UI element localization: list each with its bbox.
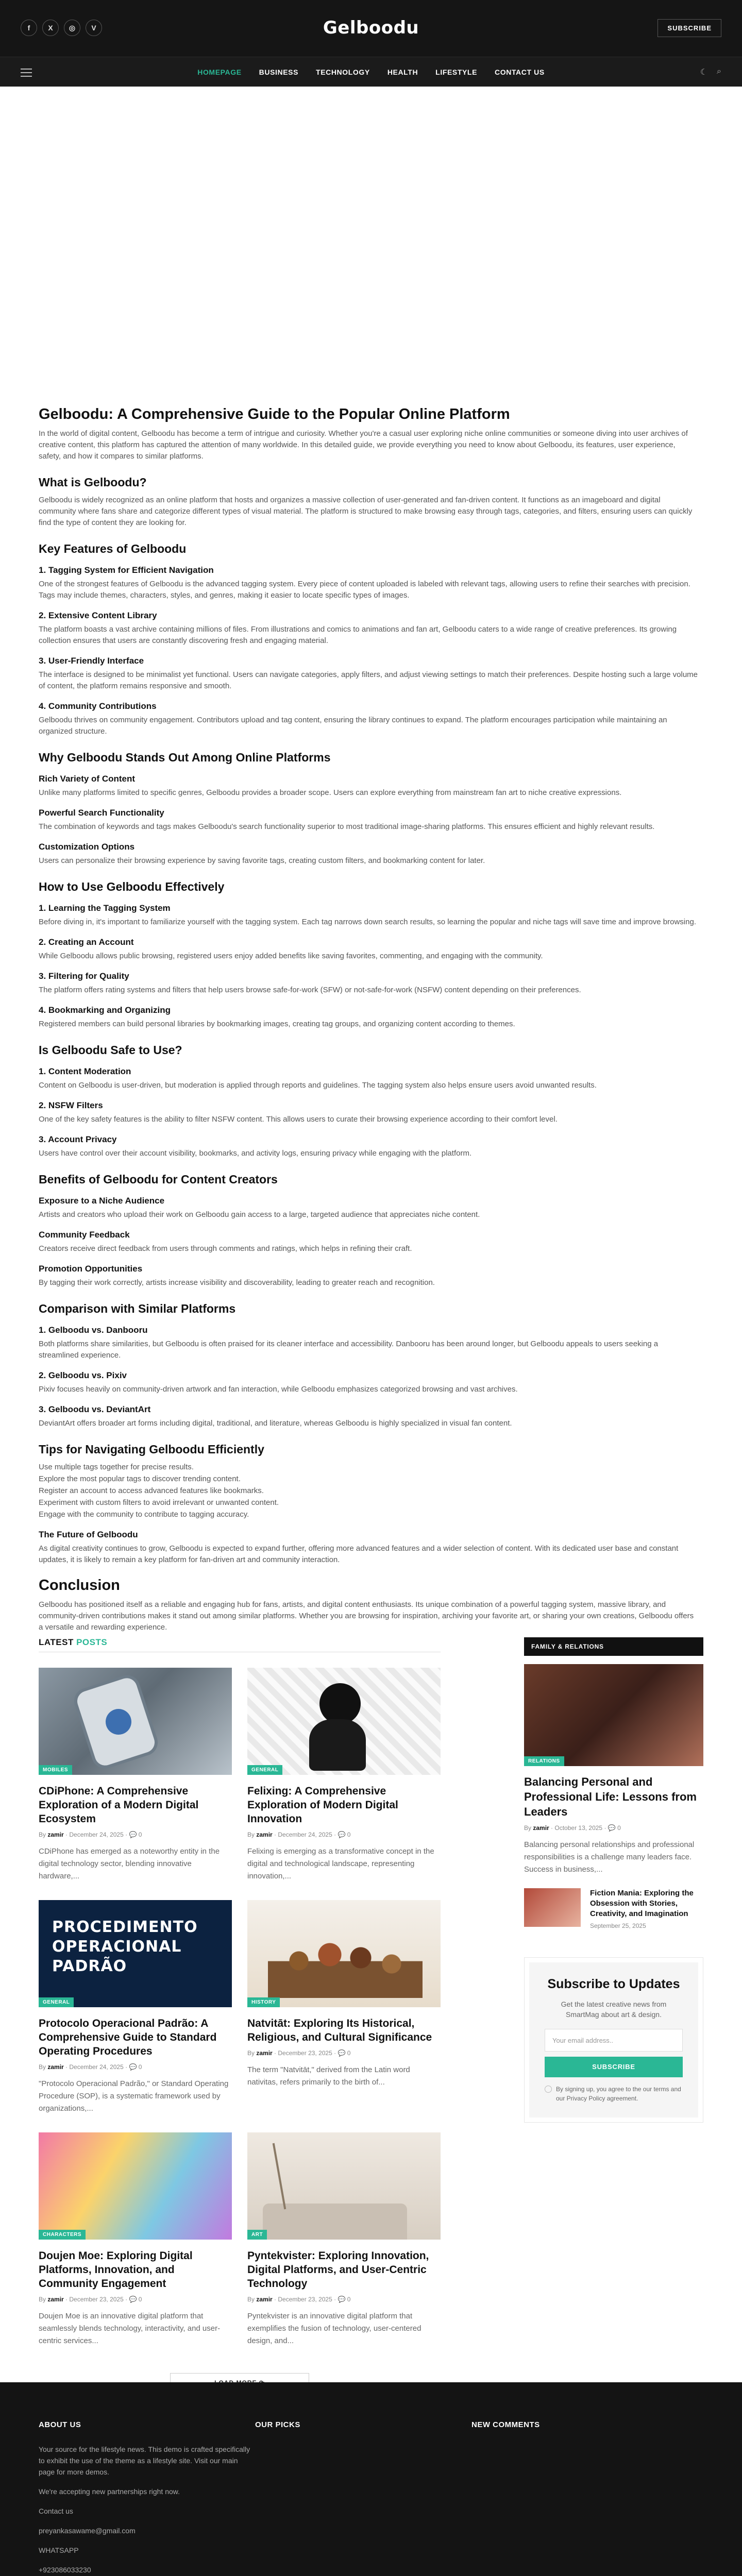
footer-whatsapp-label: WHATSAPP [39,2546,79,2554]
post-excerpt: Balancing personal relationships and professional responsibilities is a challenge many leaders face. Success in business,... [524,1840,695,1874]
paragraph: Pixiv focuses heavily on community-driven artwork and fan interaction, while Gelboodu emphasizes categorized browsing and vast archives. [39,1385,518,1394]
post-meta: By zamir · December 23, 2025 · 💬 0 [247,2049,351,2057]
post-title[interactable]: Natvitāt: Exploring Its Historical, Religious, and Cultural Significance [247,2018,432,2043]
subheading: 1. Content Moderation [39,1066,131,1076]
paragraph: Before diving in, it's important to familiarize yourself with the tagging system. Each tag narrows down search results, so learning the popular and niche tags will save time and improve browsing. [39,918,696,926]
comment-icon: 💬 [338,2049,346,2057]
section-heading: Key Features of Gelboodu [39,542,187,555]
comment-count[interactable]: 0 [347,1831,351,1838]
post-title[interactable]: CDiPhone: A Comprehensive Exploration of a Modern Digital Ecosystem [39,1785,199,1825]
top-header [0,0,742,57]
post-meta: By zamir · December 23, 2025 · 💬 0 [247,2296,351,2303]
heading-part: POSTS [76,1637,108,1647]
sidebar [524,1637,703,2393]
paragraph: The combination of keywords and tags makes Gelboodu's search functionality superior to most traditional image-sharing platforms. This ensures efficient and highly relevant results. [39,822,655,831]
instagram-icon[interactable]: ◎ [64,20,80,36]
nav-lifestyle[interactable]: LIFESTYLE [435,68,478,76]
subheading: Customization Options [39,842,135,852]
tips-list [39,1462,698,1520]
subheading: 3. User-Friendly Interface [39,656,144,666]
paragraph: DeviantArt offers broader art forms including digital, traditional, and literature, whereas Gelboodu is highly specialized in visual fan content. [39,1419,512,1428]
comment-icon: 💬 [129,1831,137,1838]
paragraph: Unlike many platforms limited to specific genres, Gelboodu provides a broader scope. Users can explore everything from mainstream fan art to niche creative expressions. [39,788,622,797]
post-author[interactable]: zamir [533,1824,549,1832]
paragraph: Both platforms share similarities, but Gelboodu is often praised for its cleaner interface and accessibility. Danbooru has been around longer, but Gelboodu appeals to users seeking a streamlined experience. [39,1340,659,1360]
paragraph: Gelboodu is widely recognized as an online platform that hosts and organizes a massive collection of user-generated and fan-driven content. It functions as an imageboard and digital community where fans share and categorize different types of visual material. The platform is structured to make browsing easy through tags, categories, and filters, ensuring users can quickly find the type of content they are looking for. [39,496,693,527]
paragraph: The interface is designed to be minimalist yet functional. Users can navigate categories, apply filters, and adjust viewing settings to match their preferences. Despite hosting such a large volume of content, the platform remains responsive and smooth. [39,670,698,690]
comment-count[interactable]: 0 [347,2296,351,2303]
article-title: Gelboodu: A Comprehensive Guide to the Popular Online Platform [39,406,510,422]
list-item: Engage with the community to contribute to tagging accuracy. [39,1510,249,1519]
post-date: December 23, 2025 [69,2296,124,2303]
vimeo-icon[interactable]: V [86,20,102,36]
subheading: 3. Filtering for Quality [39,971,129,981]
site-logo[interactable]: Gelboodu [323,18,419,38]
category-badge[interactable]: ART [247,2230,267,2240]
paragraph: One of the strongest features of Gelboodu is the advanced tagging system. Every piece of content uploaded is labeled with relevant tags, allowing users to refine their searches with precision. Tags may include themes, characters, styles, and genres, making it easier to locate specific types of images. [39,580,690,600]
post-date: December 24, 2025 [278,1831,332,1838]
main-navigation [0,57,742,87]
subheading: 1. Learning the Tagging System [39,903,171,913]
search-icon[interactable]: ⌕ [717,67,721,76]
post-meta: By zamir · December 24, 2025 · 💬 0 [247,1831,351,1838]
nav-homepage[interactable]: HOMEPAGE [197,68,242,76]
post-card[interactable] [39,1668,232,1883]
thumbnail-text: PROCEDIMENTO OPERACIONAL PADRÃO [52,1918,198,1975]
paragraph: While Gelboodu allows public browsing, registered users enjoy added benefits like saving favorites, commenting, and engaging with the community. [39,952,543,960]
article-body [39,406,703,1633]
section-heading: Conclusion [39,1577,120,1594]
footer-text: We're accepting new partnerships right now. [39,2487,180,2496]
paragraph: One of the key safety features is the ability to filter NSFW content. This allows users to curate their browsing experience according to their comfort level. [39,1115,558,1124]
post-thumbnail[interactable] [39,2132,232,2240]
list-item: Explore the most popular tags to discover trending content. [39,1475,241,1483]
post-excerpt: Pyntekvister is an innovative digital platform that exemplifies the fusion of technology, user-centered design, and... [247,2312,421,2345]
footer-picks [255,2420,471,2576]
article-intro: In the world of digital content, Gelboodu has become a term of intrigue and curiosity. Whether you're a casual user exploring niche online communities or someone diving into user archives of creative content, this platform has captured the attention of many worldwide. In this detailed guide, we provide everything you need to know about Gelboodu, its features, user experience, safety, and how it compares to similar platforms. [39,429,688,461]
post-title[interactable]: Balancing Personal and Professional Life: Lessons from Leaders [524,1775,697,1818]
post-excerpt: Felixing is emerging as a transformative concept in the digital and technological landscape, representing innovation,... [247,1847,434,1880]
post-card[interactable] [39,1900,232,2115]
list-item: Experiment with custom filters to avoid irrelevant or unwanted content. [39,1498,279,1507]
footer-heading: ABOUT US [39,2420,81,2429]
newsletter-widget [524,1957,703,2123]
header-subscribe-button[interactable]: SUBSCRIBE [657,19,721,37]
post-meta: By zamir · October 13, 2025 · 💬 0 [524,1824,621,1832]
post-date: December 23, 2025 [278,2049,332,2057]
subheading: Rich Variety of Content [39,774,136,784]
section-heading: How to Use Gelboodu Effectively [39,880,225,893]
nav-business[interactable]: BUSINESS [259,68,299,76]
subheading: 4. Community Contributions [39,701,157,711]
nav-health[interactable]: HEALTH [387,68,418,76]
post-meta: By zamir · December 24, 2025 · 💬 0 [39,2063,142,2071]
newsletter-text: Get the latest creative news from SmartMag about art & design. [561,2000,667,2019]
paragraph: Users have control over their account visibility, bookmarks, and activity logs, ensuring privacy while engaging with the platform. [39,1149,472,1158]
newsletter-subscribe-button[interactable]: SUBSCRIBE [545,2057,683,2077]
footer-comments [471,2420,688,2576]
section-heading: Is Gelboodu Safe to Use? [39,1043,182,1057]
post-thumbnail[interactable] [247,2132,441,2240]
newsletter-email-input[interactable]: Your email address.. [545,2029,683,2052]
comment-icon: 💬 [338,1831,346,1838]
section-heading: Tips for Navigating Gelboodu Efficiently [39,1443,264,1456]
category-badge[interactable]: RELATIONS [524,1756,564,1766]
post-excerpt: The term "Natvitāt," derived from the Latin word nativitas, refers primarily to the birth of... [247,2065,410,2087]
post-title[interactable]: Doujen Moe: Exploring Digital Platforms, Innovation, and Community Engagement [39,2250,193,2290]
post-thumbnail[interactable] [524,1888,581,1927]
post-meta: By zamir · December 24, 2025 · 💬 0 [39,1831,142,1838]
post-thumbnail[interactable] [247,1668,441,1775]
paragraph: The platform offers rating systems and filters that help users browse safe-for-work (SFW) or not-safe-for-work (NSFW) content depending on their preferences. [39,986,581,994]
comment-count[interactable]: 0 [617,1824,621,1832]
section-heading: Comparison with Similar Platforms [39,1302,236,1315]
subheading: 1. Tagging System for Efficient Navigation [39,565,214,575]
post-card[interactable] [247,1668,441,1883]
paragraph: Creators receive direct feedback from users through comments and ratings, which helps in refining their craft. [39,1244,412,1253]
post-author[interactable]: zamir [256,2049,273,2057]
post-title[interactable]: Felixing: A Comprehensive Exploration of Modern Digital Innovation [247,1785,398,1825]
dark-mode-toggle-icon[interactable]: ☾ [700,68,708,77]
section-heading: What is Gelboodu? [39,476,147,489]
comment-icon: 💬 [608,1824,616,1832]
post-title[interactable]: Fiction Mania: Exploring the Obsession with Stories, Creativity, and Imagination [590,1889,694,1918]
subheading: 2. Extensive Content Library [39,611,157,620]
comment-icon: 💬 [129,2296,137,2303]
post-thumbnail[interactable] [247,1900,441,2007]
nav-contact-us[interactable]: CONTACT US [495,68,545,76]
subheading: The Future of Gelboodu [39,1530,138,1539]
post-author[interactable]: zamir [256,2296,273,2303]
post-excerpt: CDiPhone has emerged as a noteworthy entity in the digital technology sector, blending innovative hardware,... [39,1847,220,1880]
footer-text: Your source for the lifestyle news. This demo is crafted specifically to exhibit the use of the theme as a lifestyle site. Visit our main page for more demos. [39,2445,250,2476]
facebook-icon[interactable]: f [21,20,37,36]
comment-count[interactable]: 0 [138,1831,142,1838]
subheading: Powerful Search Functionality [39,808,164,818]
subheading: Promotion Opportunities [39,1264,143,1274]
paragraph: Gelboodu thrives on community engagement. Contributors upload and tag content, ensuring the library continues to expand. The platform encourages participation while maintaining an organized structure. [39,716,667,736]
post-date: October 13, 2025 [554,1824,603,1832]
consent-checkbox[interactable] [545,2086,552,2093]
post-card[interactable] [247,1900,441,2115]
category-badge[interactable]: GENERAL [39,1997,74,2007]
subheading: Community Feedback [39,1230,130,1240]
footer-email[interactable]: preyankasawame@gmail.com [39,2527,136,2535]
category-badge[interactable]: CHARACTERS [39,2230,86,2240]
subheading: 2. Creating an Account [39,937,134,947]
post-excerpt: "Protocolo Operacional Padrão," or Standard Operating Procedure (SOP), is a systematic framework used by organizations,... [39,2079,229,2113]
category-badge[interactable]: GENERAL [247,1765,282,1775]
post-title[interactable]: Protocolo Operacional Padrão: A Comprehensive Guide to Standard Operating Procedures [39,2018,217,2057]
ad-placeholder [0,87,742,406]
comment-icon: 💬 [338,2296,346,2303]
post-card[interactable] [39,2132,232,2347]
footer-heading: NEW COMMENTS [471,2420,540,2429]
comment-count[interactable]: 0 [138,2063,142,2071]
nav-technology[interactable]: TECHNOLOGY [316,68,370,76]
section-heading: Benefits of Gelboodu for Content Creators [39,1173,278,1186]
subheading: Exposure to a Niche Audience [39,1196,165,1206]
footer-contact-label: Contact us [39,2507,73,2515]
post-thumbnail[interactable] [524,1664,703,1766]
paragraph: Gelboodu has positioned itself as a reliable and engaging hub for fans, artists, and digital content enthusiasts. Its unique combination of a powerful tagging system, massive library, and community-driven contributions makes it stand out among similar platforms. Whether you are browsing for inspiration, archiving your favorite art, or sharing your own creations, Gelboodu offers a versatile and rewarding experience. [39,1600,694,1632]
consent-text: By signing up, you agree to the our terms and our Privacy Policy agreement. [556,2086,681,2102]
footer-heading: OUR PICKS [255,2420,300,2429]
newsletter-consent [545,2084,683,2103]
post-date: September 25, 2025 [590,1922,646,1929]
paragraph: As digital creativity continues to grow, Gelboodu is expected to expand further, offering more advanced features and a wider selection of content. With its dedicated user base and constant updates, it is likely to remain a key platform for fan-driven art and community interaction. [39,1544,679,1564]
post-thumbnail[interactable] [39,1668,232,1775]
post-title[interactable]: Pyntekvister: Exploring Innovation, Digital Platforms, and User-Centric Technology [247,2250,429,2290]
category-badge[interactable]: MOBILES [39,1765,72,1775]
list-item: Use multiple tags together for precise results. [39,1463,194,1471]
heading-part: LATEST [39,1637,74,1647]
post-meta: By zamir · December 23, 2025 · 💬 0 [39,2296,142,2303]
list-item: Register an account to access advanced features like bookmarks. [39,1486,264,1495]
post-thumbnail[interactable] [39,1900,232,2007]
subheading: 4. Bookmarking and Organizing [39,1005,171,1015]
subheading: 1. Gelboodu vs. Danbooru [39,1325,148,1335]
footer-about [39,2420,255,2576]
subheading: 3. Gelboodu vs. DeviantArt [39,1404,151,1414]
comment-icon: 💬 [129,2063,137,2071]
sidebar-section-heading: FAMILY & RELATIONS [524,1637,703,1656]
paragraph: Users can personalize their browsing experience by saving favorite tags, creating custom filters, and bookmarking content for later. [39,856,485,865]
post-date: December 23, 2025 [278,2296,332,2303]
post-author[interactable]: zamir [47,2063,64,2071]
section-heading: Why Gelboodu Stands Out Among Online Platforms [39,751,331,764]
subheading: 3. Account Privacy [39,1134,117,1144]
paragraph: Content on Gelboodu is user-driven, but moderation is applied through reports and guidelines. The tagging system also helps ensure users avoid unwanted results. [39,1081,597,1090]
paragraph: By tagging their work correctly, artists increase visibility and discoverability, leading to greater reach and recognition. [39,1278,435,1287]
post-date: December 24, 2025 [69,1831,124,1838]
footer-phone[interactable]: +923086033230 [39,2566,91,2574]
sidebar-featured-post[interactable] [524,1664,703,1876]
post-author[interactable]: zamir [47,2296,64,2303]
subheading: 2. Gelboodu vs. Pixiv [39,1370,127,1380]
latest-posts-heading [39,1637,441,1652]
post-author[interactable]: zamir [47,1831,64,1838]
paragraph: Artists and creators who upload their work on Gelboodu gain access to a large, targeted audience that appreciates niche content. [39,1210,480,1219]
latest-posts [39,1637,441,2393]
paragraph: Registered members can build personal libraries by bookmarking images, creating tag groups, and organizing content according to themes. [39,1020,515,1028]
post-date: December 24, 2025 [69,2063,124,2071]
x-twitter-icon[interactable]: X [42,20,59,36]
paragraph: The platform boasts a vast archive containing millions of files. From illustrations and comics to animations and fan art, Gelboodu caters to a wide range of creative preferences. Its growing collection ensures that users are constantly discovering fresh and engaging material. [39,625,677,645]
post-author[interactable]: zamir [256,1831,273,1838]
comment-count[interactable]: 0 [347,2049,351,2057]
site-footer [0,2382,742,2576]
subheading: 2. NSFW Filters [39,1100,103,1110]
post-card[interactable] [247,2132,441,2347]
category-badge[interactable]: HISTORY [247,1997,280,2007]
comment-count[interactable]: 0 [138,2296,142,2303]
post-excerpt: Doujen Moe is an innovative digital platform that seamlessly blends technology, interactivity, and user-centric services... [39,2312,221,2345]
newsletter-title: Subscribe to Updates [547,1977,680,1991]
hamburger-menu-icon[interactable] [21,69,32,79]
sidebar-small-post[interactable] [524,1888,703,1937]
